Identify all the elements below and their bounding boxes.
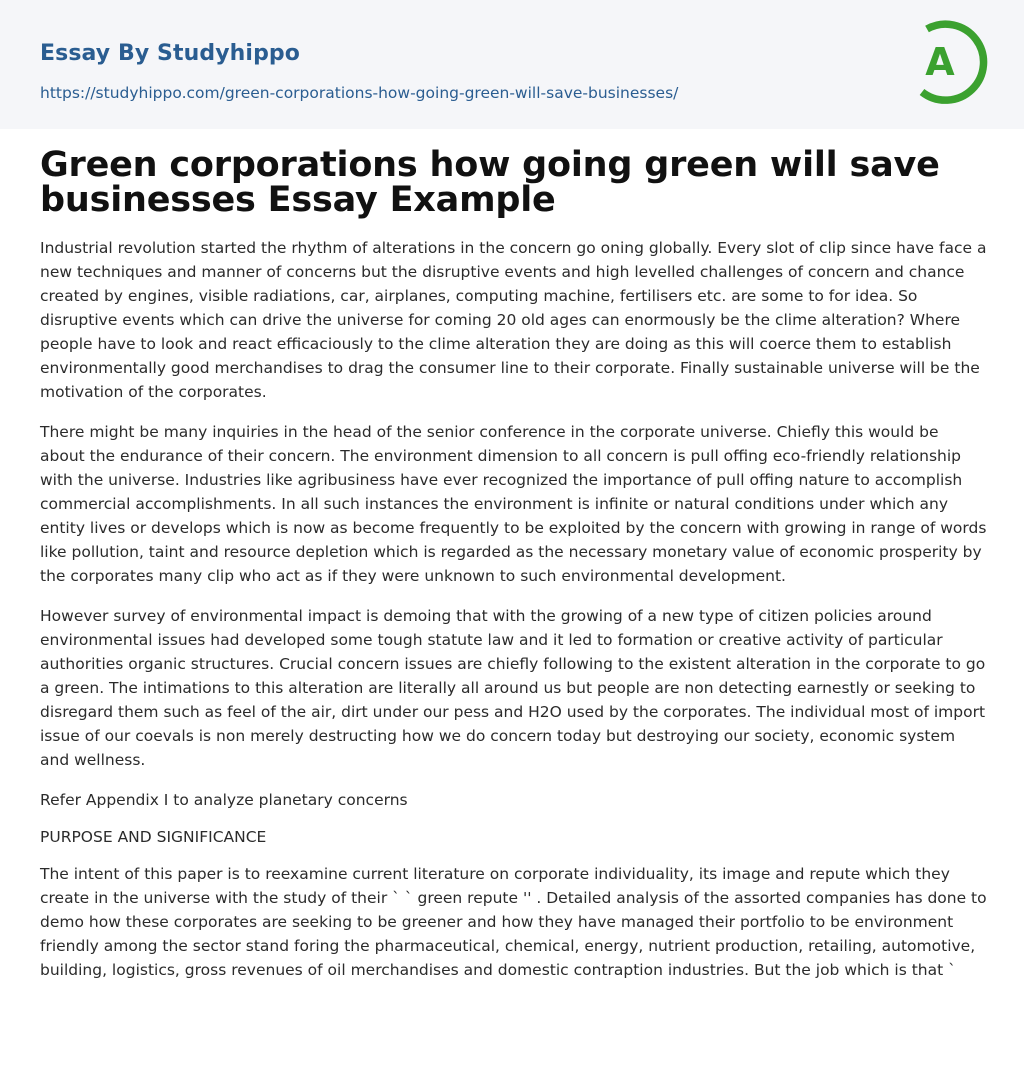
essay-paragraph-2: There might be many inquiries in the head of the senior conference in the corporate universe. Chiefly this would be about the endurance of their concern. The environment dimension to all concern is pull offing eco-friendly relationship with the universe. Industries like agribusiness have ever recognized the importance of pull offing nature to accomplish commercial accomplishments. In all such instances the environment is infinite or natural conditions under which any entity lives or develops which is now as become frequently to be exploited by the concern with growing in range of words like pollution, taint and resource depletion which is regarded as the necessary monetary value of economic prosperity by the corporates many clip who act as if they were unknown to such environmental development. [40,423,987,585]
source-url-link[interactable]: https://studyhippo.com/green-corporations-how-going-green-will-save-businesses/ [40,84,679,102]
section-heading-purpose: PURPOSE AND SIGNIFICANCE [40,828,267,846]
studyhippo-logo-icon[interactable] [910,18,988,106]
essay-paragraph-4: The intent of this paper is to reexamine current literature on corporate individuality, its image and repute which they create in the universe with the study of their ` ` green repute '' . Detailed analysis of the assorted companies has done to demo how these corporates are seeking to be greener and how they have managed their portfolio to be environment friendly among the sector stand foring the pharmaceutical, chemical, energy, nutrient production, retailing, automotive, building, logistics, gross revenues of oil merchandises and domestic contraption industries. But the job which is that ` [40,865,987,979]
essay-paragraph-3: However survey of environmental impact is demoing that with the growing of a new type of citizen policies around environmental issues had developed some tough statute law and it led to formation or creative activity of particular authorities organic structures. Crucial concern issues are chiefly following to the existent alteration in the corporate to go a green. The intimations to this alteration are literally all around us but people are non detecting earnestly or seeking to disregard them such as feel of the air, dirt under our pess and H2O used by the corporates. The individual most of import issue of our coevals is non merely destructing how we do concern today but destroying our society, economic system and wellness. [40,607,986,769]
essay-title: Green corporations how going green will save businesses Essay Example [40,145,940,220]
essay-article [40,145,988,998]
site-title[interactable]: Essay By Studyhippo [40,41,300,66]
site-header [0,0,1024,129]
essay-paragraph-1: Industrial revolution started the rhythm of alterations in the concern go oning globally. Every slot of clip since have face a new techniques and manner of concerns but the disruptive events and high levelled challenges of concern and chance created by engines, visible radiations, car, airplanes, computing machine, fertilisers etc. are some to for idea. So disruptive events which can drive the universe for coming 20 old ages can enormously be the clime alteration? Where people have to look and react efficaciously to the clime alteration they are doing as this will coerce them to establish environmentally good merchandises to drag the consumer line to their corporate. Finally sustainable universe will be the motivation of the corporates. [40,239,987,401]
logo-letter: A [925,40,955,84]
appendix-reference: Refer Appendix I to analyze planetary concerns [40,791,408,809]
